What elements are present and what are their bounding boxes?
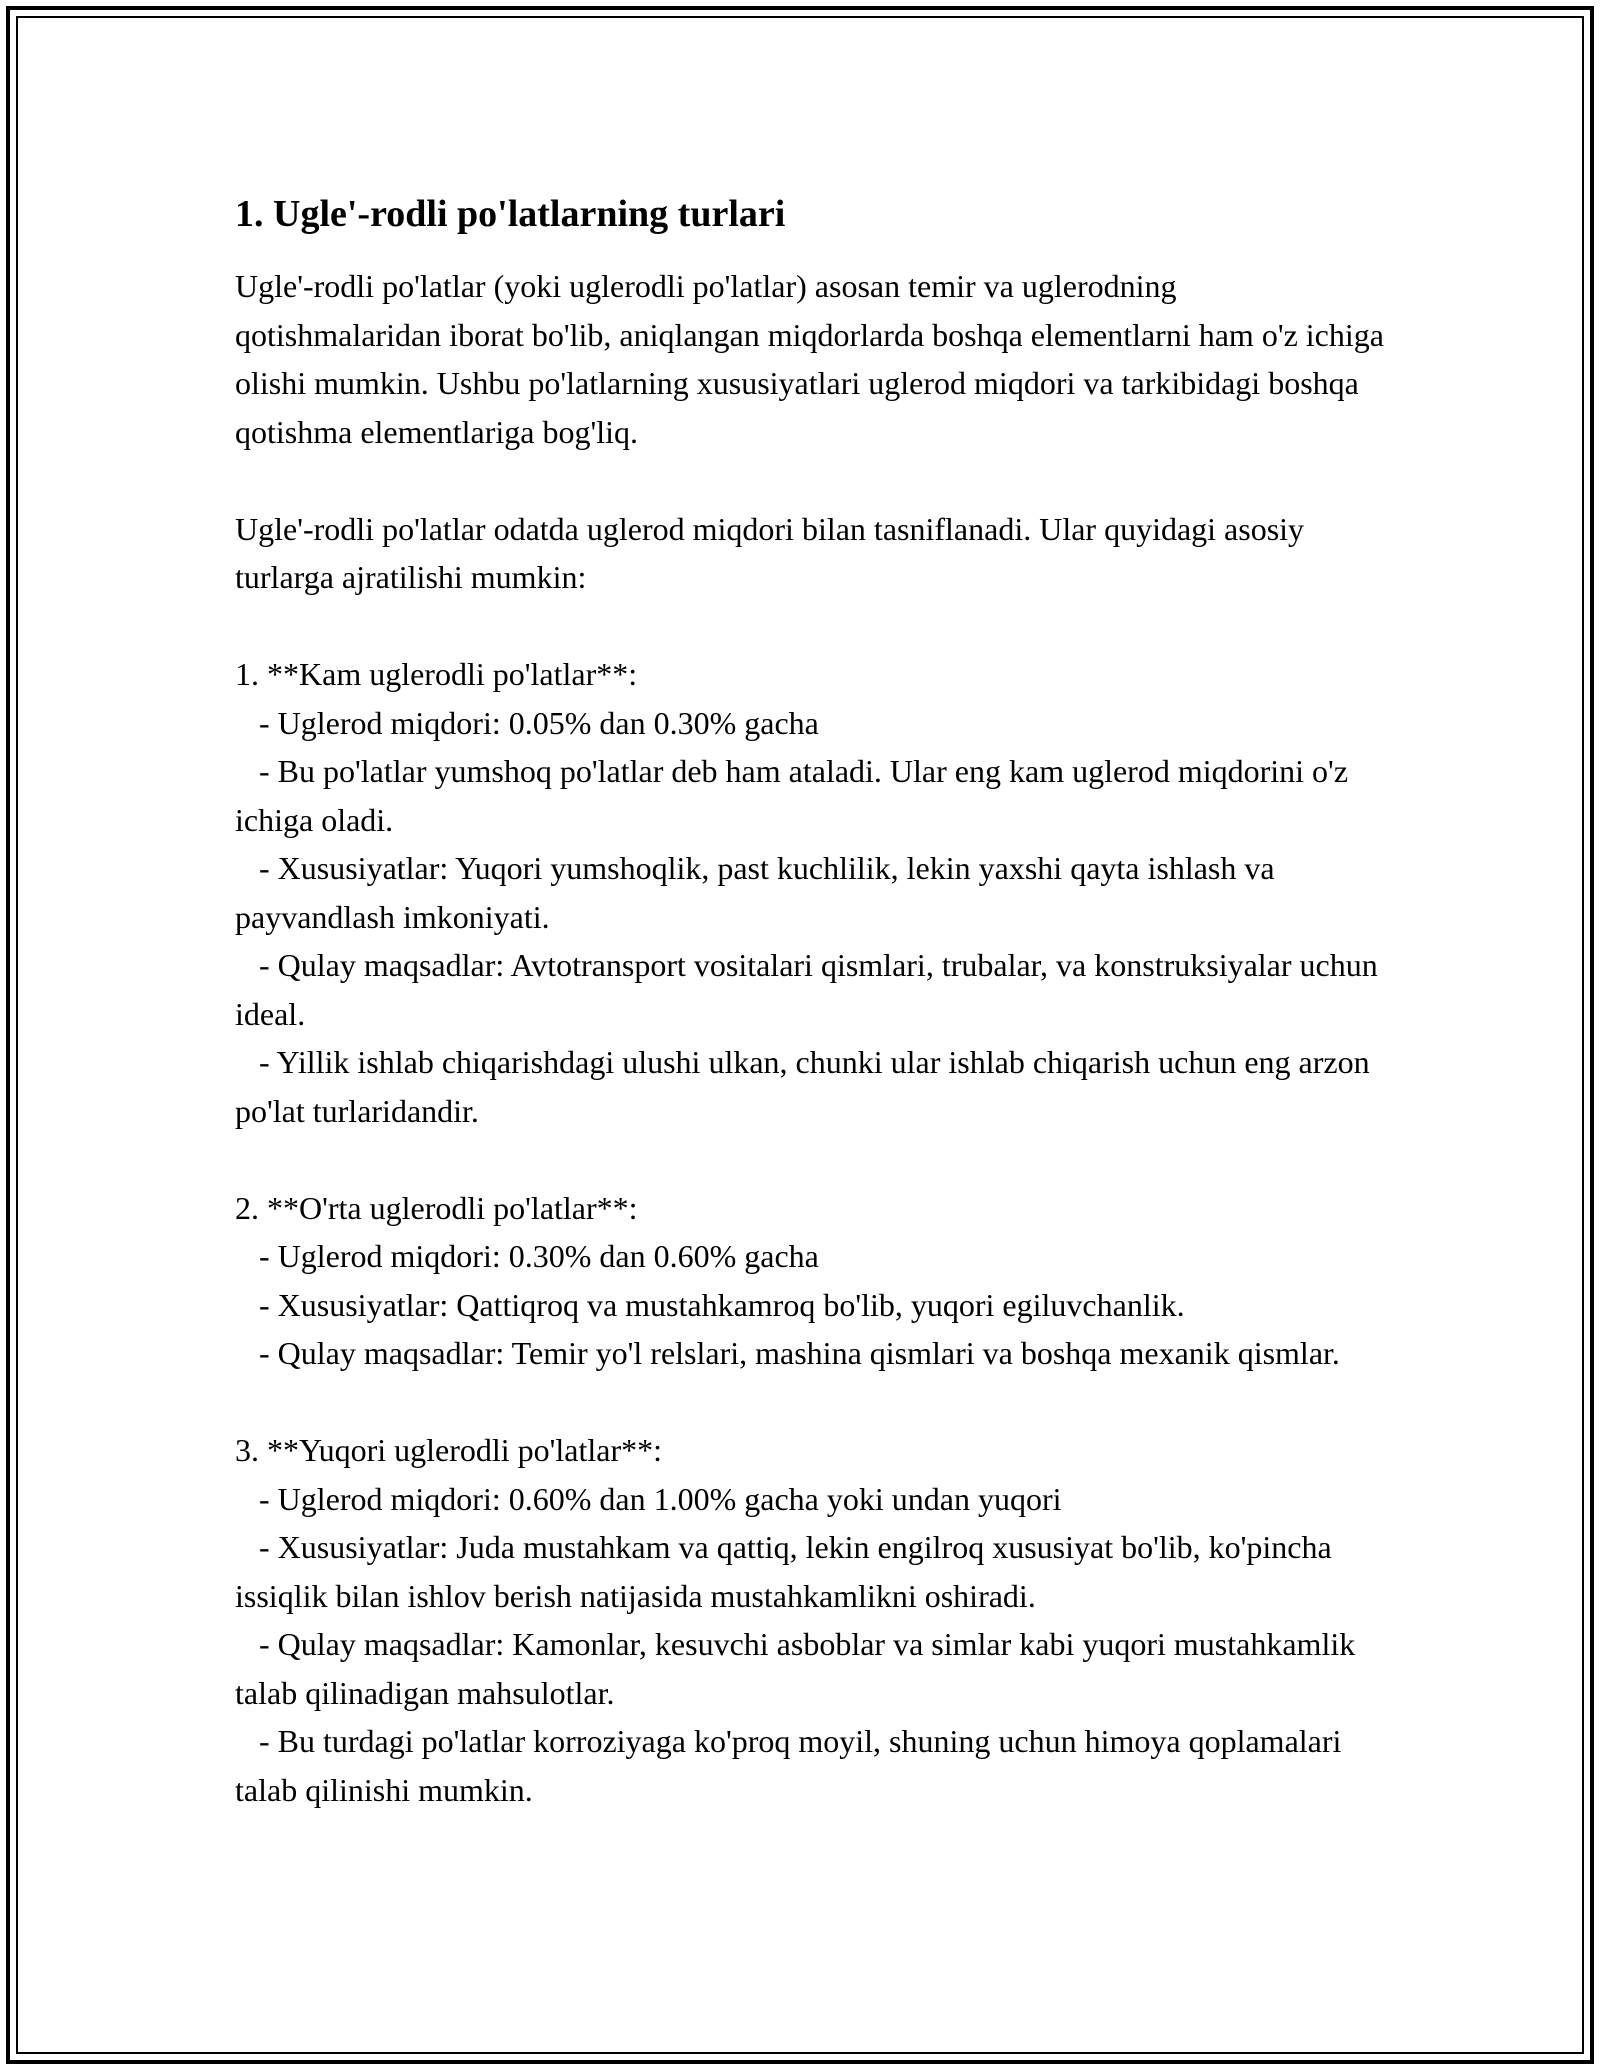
section-medium-carbon bbox=[235, 1184, 1385, 1378]
document-title: 1. Ugle'-rodli po'latlarning turlari bbox=[235, 193, 786, 235]
section-line: - Xususiyatlar: Juda mustahkam va qattiq, lekin engilroq xususiyat bo'lib, ko'pincha issiqlik bilan ishlov berish natijasida mustahkamlikni oshiradi. bbox=[235, 1529, 1340, 1614]
section-line: - Uglerod miqdori: 0.30% dan 0.60% gacha bbox=[235, 1238, 819, 1274]
paragraph-gap bbox=[235, 456, 1385, 505]
section-line: - Bu po'latlar yumshoq po'latlar deb ham ataladi. Ular eng kam uglerod miqdorini o'z ichiga oladi. bbox=[235, 753, 1357, 838]
section-line: - Qulay maqsadlar: Temir yo'l relslari, mashina qismlari va boshqa mexanik qismlar. bbox=[235, 1335, 1340, 1371]
intro-paragraph: Ugle'-rodli po'latlar odatda uglerod miqdori bilan tasniflanadi. Ular quyidagi asosiy turlarga ajratilishi mumkin: bbox=[235, 510, 1313, 595]
section-line: - Qulay maqsadlar: Avtotransport vositalari qismlari, trubalar, va konstruksiyalar uchun ideal. bbox=[235, 947, 1386, 1032]
section-heading: 1. **Kam uglerodli po'latlar**: bbox=[235, 656, 638, 692]
paragraph-gap bbox=[235, 602, 1385, 651]
section-line: - Yillik ishlab chiqarishdagi ulushi ulkan, chunki ular ishlab chiqarish uchun eng arzon po'lat turlaridandir. bbox=[235, 1044, 1378, 1129]
section-line: - Qulay maqsadlar: Kamonlar, kesuvchi asboblar va simlar kabi yuqori mustahkamlik talab qilinadigan mahsulotlar. bbox=[235, 1626, 1364, 1711]
section-low-carbon bbox=[235, 650, 1385, 1135]
section-line: - Xususiyatlar: Yuqori yumshoqlik, past kuchlilik, lekin yaxshi qayta ishlash va payvandlash imkoniyati. bbox=[235, 850, 1283, 935]
paragraph-gap bbox=[235, 1378, 1385, 1427]
section-heading: 2. **O'rta uglerodli po'latlar**: bbox=[235, 1189, 638, 1226]
paragraph-gap bbox=[235, 1135, 1385, 1184]
section-heading: 3. **Yuqori uglerodli po'latlar**: bbox=[235, 1432, 663, 1468]
section-line: - Xususiyatlar: Qattiqroq va mustahkamroq bo'lib, yuqori egiluvchanlik. bbox=[235, 1286, 1185, 1323]
intro-paragraph: Ugle'-rodli po'latlar (yoki uglerodli po'latlar) asosan temir va uglerodning qotishmalaridan iborat bo'lib, aniqlangan miqdorlarda boshqa elementlarni ham o'z ichiga olishi mumkin. Ushbu po'latlarning xususiyatlari uglerod miqdori va tarkibidagi boshqa qotishma elementlariga bog'liq. bbox=[235, 268, 1392, 450]
section-line: - Uglerod miqdori: 0.05% dan 0.30% gacha bbox=[235, 704, 819, 741]
document-body bbox=[235, 188, 1392, 1814]
section-line: - Bu turdagi po'latlar korroziyaga ko'proq moyil, shuning uchun himoya qoplamalari talab qilinishi mumkin. bbox=[235, 1723, 1350, 1808]
section-high-carbon bbox=[235, 1426, 1385, 1814]
section-line: - Uglerod miqdori: 0.60% dan 1.00% gacha yoki undan yuqori bbox=[235, 1480, 1062, 1517]
